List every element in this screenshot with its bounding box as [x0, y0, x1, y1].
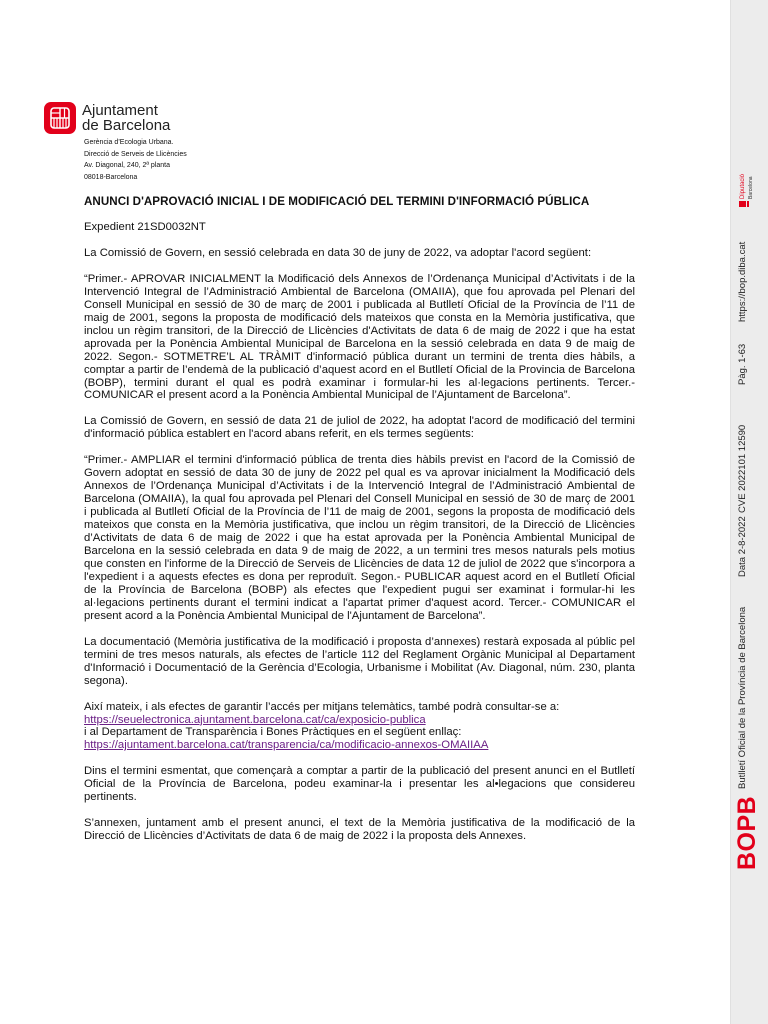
publisher-name: Butlletí Oficial de la Província de Barcelona	[737, 606, 748, 789]
paragraph-first-agreement: “Primer.- APROVAR INICIALMENT la Modificació dels Annexos de l’Ordenança Municipal d’Activitats i de la Intervenció Integral de l’Administració Ambiental de Barcelona (OMAIIA), que fou aprovada pel Plenari del Consell Municipal en sessió de 30 de març de 2001 i publicada al Butlletí Oficial de la Província de l’11 de maig de 2001, segons la proposta de modificació dels mateixos que consta en la Memòria justificativa, que inclou un règim transitori, de la Direcció de Llicències d'Activitats de data 6 de maig de 2022 i que ha estat aprovada per la Ponència Ambiental Municipal de Barcelona en la sessió celebrada en data 9 de maig de 2022. Segon.- SOTMETRE’L AL TRÀMIT d'informació pública durant un termini de trenta dies hàbils, a comptar a partir de l’endemà de la publicació d’aquest acord en el Butlletí Oficial de la Provincia de Barcelona (BOBP), termini durant el qual es podrà examinar i formular-hi les al·legacions pertinents. Tercer.- COMUNICAR el present acord a la Ponència Ambiental Municipal de l’Ajuntament de Barcelona”.	[84, 272, 635, 402]
paragraph-documentation: La documentació (Memòria justificativa de la modificació i proposta d’annexes) restarà exposada al públic pel termini de tres mesos naturals, als efectes de l’article 112 del Reglament Orgànic Municipal al Departament d'Informació i Documentació de la Gerència d’Ecologia, Urbanisme i Mobilitat (Av. Diagonal, núm. 230, planta segona).	[84, 635, 635, 687]
cve-code: CVE 2022101 12590	[737, 424, 748, 513]
links-intro: Així mateix, i als efectes de garantir l’accés per mitjans telemàtics, també podrà consultar-se a:	[84, 700, 560, 713]
dept-line: Gerència d’Ecologia Urbana.	[84, 139, 174, 146]
paragraph-annex: S’annexen, juntament amb el present anunci, el text de la Memòria justificativa de la modificació de la Direcció de Llicències d’Activitats de data 6 de maig de 2022 i la proposta dels Annexes.	[84, 817, 635, 843]
link-transparencia[interactable]: https://ajuntament.barcelona.cat/transparencia/ca/modificacio-annexos-OMAIIAA	[84, 739, 489, 752]
logo-text-line2: de Barcelona	[82, 117, 171, 134]
document-title: ANUNCI D'APROVACIÓ INICIAL I DE MODIFICACIÓ DEL TERMINI D'INFORMACIÓ PÚBLICA	[84, 195, 590, 208]
bop-url[interactable]: https://bop.diba.cat	[737, 241, 748, 322]
paragraph-deadline: Dins el termini esmentat, que començarà a comptar a partir de la publicació del present anunci en el Butlletí Oficial de la Província de Barcelona, podeu examinar-la i presentar les al•legacions que considereu pertinents.	[84, 765, 635, 804]
paragraph-second-intro: La Comissió de Govern, en sessió de data 21 de juliol de 2022, ha adoptat l'acord de modificació del termini d'informació pública establert en l'acord abans referit, en els termes següents:	[84, 415, 635, 441]
page-range: Pàg. 1-63	[737, 343, 748, 385]
diputacio-logo	[737, 172, 759, 208]
paragraph-links	[84, 701, 635, 753]
expedient-number: Expedient 21SD0032NT	[84, 221, 206, 233]
links-transparency-intro: i al Departament de Transparència i Bones Pràctiques en el següent enllaç:	[84, 726, 462, 739]
paragraph-intro: La Comissió de Govern, en sessió celebrada en data 30 de juny de 2022, va adoptar l'acord següent:	[84, 246, 592, 259]
dept-line: 08018-Barcelona	[84, 173, 138, 181]
link-seu-electronica[interactable]: https://seuelectronica.ajuntament.barcelona.cat/ca/exposicio-publica	[84, 713, 426, 726]
logo-caption-1: Diputació	[740, 173, 746, 199]
logo-text	[82, 103, 222, 133]
document-body	[84, 221, 635, 856]
bopb-brand: BOPB	[733, 795, 761, 870]
dept-line: Av. Diagonal, 240, 2ª planta	[84, 162, 171, 170]
paragraph-second-agreement: “Primer.- AMPLIAR el termini d'informació pública de trenta dies hàbils previst en l'acord de la Comissió de Govern adoptat en sessió de data 30 de juny de 2022 pel qual es va aprovar inicialment la Modificació dels Annexos de l’Ordenança Municipal d’Activitats i de la Intervenció Integral de l’Administració Ambiental de Barcelona (OMAIIA), la qual fou aprovada pel Plenari del Consell Municipal en sessió de 30 de març de 2001 i publicada al Butlletí Oficial de la Província de l’11 de maig de 2001, segons la proposta de modificació dels mateixos que consta en la Memòria justificativa, que inclou un règim transitori, de la Direcció de Llicències d’Activitats de data 6 de maig de 2022 i que ha estat aprovada per la Ponència Ambiental Municipal de Barcelona en la sessió celebrada en data 9 de maig de 2022, a un termini tres mesos naturals pels motius que consten en l'informe de la Direcció de Serveis de Llicències de data 12 de juliol de 2022 que s'incorpora a l'expedient i a aquests efectes es dona per reproduït. Segon.- PUBLICAR aquest acord en el Butlletí Oficial de la Província de Barcelona (BOBP) als efectes que l'expedient pugui ser examinat i formular-hi les al·legacions pertinents durant el termini indicat a l'apartat primer d'aquest acord. Tercer.- COMUNICAR el present acord a la Ponència Ambiental Municipal de l'Ajuntament de Barcelona”.	[84, 454, 635, 622]
publication-date: Data 2-8-2022	[737, 516, 748, 577]
dept-line: Direcció de Serveis de Llicències	[84, 150, 187, 158]
barcelona-shield-icon	[44, 102, 76, 134]
logo-text-line1: Ajuntament	[82, 102, 158, 119]
bopb-sidebar	[730, 0, 768, 1024]
department-address	[84, 137, 304, 183]
logo-caption-2: Barcelona	[748, 176, 754, 199]
